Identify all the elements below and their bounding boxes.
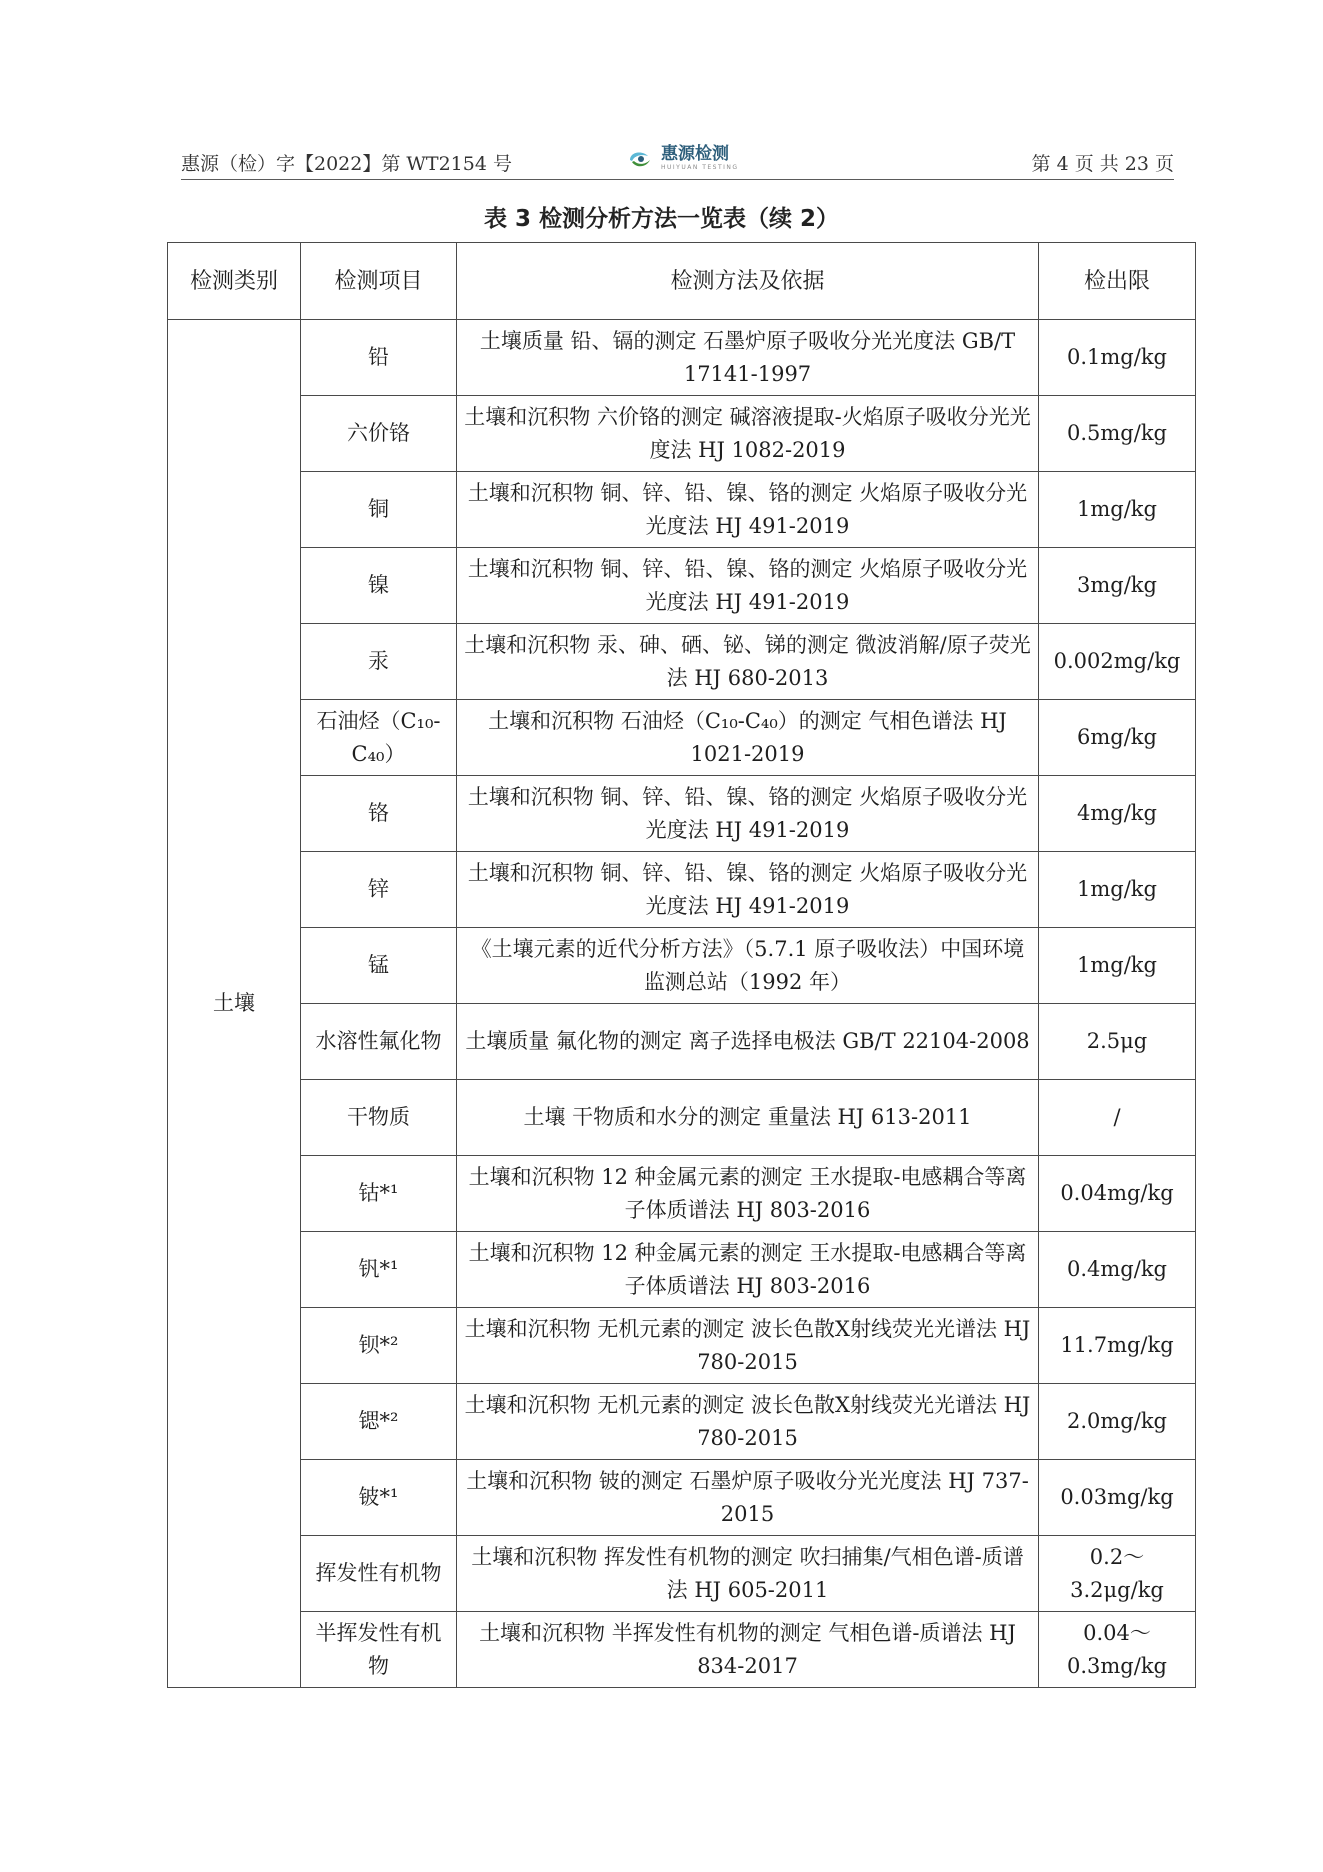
method-cell: 土壤和沉积物 12 种金属元素的测定 王水提取-电感耦合等离子体质谱法 HJ 803-2016 (457, 1232, 1039, 1308)
table-row (168, 1004, 1196, 1080)
item-cell: 锶*² (301, 1384, 457, 1460)
limit-cell: 1mg/kg (1039, 852, 1196, 928)
method-cell: 土壤和沉积物 半挥发性有机物的测定 气相色谱-质谱法 HJ 834-2017 (457, 1612, 1039, 1688)
method-cell: 土壤和沉积物 无机元素的测定 波长色散X射线荧光光谱法 HJ 780-2015 (457, 1384, 1039, 1460)
limit-cell: 1mg/kg (1039, 928, 1196, 1004)
limit-cell: 11.7mg/kg (1039, 1308, 1196, 1384)
method-cell: 土壤 干物质和水分的测定 重量法 HJ 613-2011 (457, 1080, 1039, 1156)
table-row (168, 776, 1196, 852)
item-cell: 钴*¹ (301, 1156, 457, 1232)
method-cell: 土壤和沉积物 铜、锌、铅、镍、铬的测定 火焰原子吸收分光光度法 HJ 491-2019 (457, 852, 1039, 928)
table-row (168, 624, 1196, 700)
category-cell: 土壤 (168, 320, 301, 1688)
item-cell: 挥发性有机物 (301, 1536, 457, 1612)
item-cell: 干物质 (301, 1080, 457, 1156)
page-header (181, 144, 1174, 180)
item-cell: 石油烃（C₁₀-C₄₀） (301, 700, 457, 776)
limit-cell: 0.2～3.2μg/kg (1039, 1536, 1196, 1612)
item-cell: 钒*¹ (301, 1232, 457, 1308)
method-cell: 土壤和沉积物 铜、锌、铅、镍、铬的测定 火焰原子吸收分光光度法 HJ 491-2019 (457, 548, 1039, 624)
limit-cell: 1mg/kg (1039, 472, 1196, 548)
header-category: 检测类别 (168, 243, 301, 320)
limit-cell: 0.04～0.3mg/kg (1039, 1612, 1196, 1688)
method-cell: 土壤和沉积物 12 种金属元素的测定 王水提取-电感耦合等离子体质谱法 HJ 803-2016 (457, 1156, 1039, 1232)
method-cell: 土壤和沉积物 铜、锌、铅、镍、铬的测定 火焰原子吸收分光光度法 HJ 491-2019 (457, 472, 1039, 548)
item-cell: 铬 (301, 776, 457, 852)
table-row (168, 1536, 1196, 1612)
table-header-row (168, 243, 1196, 320)
limit-cell: 3mg/kg (1039, 548, 1196, 624)
limit-cell: 0.5mg/kg (1039, 396, 1196, 472)
method-cell: 土壤和沉积物 石油烃（C₁₀-C₄₀）的测定 气相色谱法 HJ 1021-2019 (457, 700, 1039, 776)
limit-cell: 0.03mg/kg (1039, 1460, 1196, 1536)
method-cell: 土壤和沉积物 铍的测定 石墨炉原子吸收分光光度法 HJ 737-2015 (457, 1460, 1039, 1536)
company-logo (626, 146, 739, 171)
logo-mark-icon (626, 148, 654, 170)
table-row (168, 1460, 1196, 1536)
method-cell: 土壤和沉积物 无机元素的测定 波长色散X射线荧光光谱法 HJ 780-2015 (457, 1308, 1039, 1384)
item-cell: 钡*² (301, 1308, 457, 1384)
table-row (168, 928, 1196, 1004)
limit-cell: 2.5μg (1039, 1004, 1196, 1080)
table-row (168, 1308, 1196, 1384)
limit-cell: 6mg/kg (1039, 700, 1196, 776)
method-cell: 土壤和沉积物 挥发性有机物的测定 吹扫捕集/气相色谱-质谱法 HJ 605-2011 (457, 1536, 1039, 1612)
item-cell: 锰 (301, 928, 457, 1004)
item-cell: 锌 (301, 852, 457, 928)
item-cell: 水溶性氟化物 (301, 1004, 457, 1080)
logo-subtext: HUIYUAN TESTING (661, 164, 739, 171)
item-cell: 汞 (301, 624, 457, 700)
method-cell: 土壤质量 氟化物的测定 离子选择电极法 GB/T 22104-2008 (457, 1004, 1039, 1080)
limit-cell: 0.04mg/kg (1039, 1156, 1196, 1232)
table-row (168, 1080, 1196, 1156)
table-row (168, 472, 1196, 548)
item-cell: 铜 (301, 472, 457, 548)
method-cell: 土壤和沉积物 汞、砷、硒、铋、锑的测定 微波消解/原子荧光法 HJ 680-2013 (457, 624, 1039, 700)
method-cell: 土壤和沉积物 铜、锌、铅、镍、铬的测定 火焰原子吸收分光光度法 HJ 491-2019 (457, 776, 1039, 852)
limit-cell: 2.0mg/kg (1039, 1384, 1196, 1460)
table-row (168, 548, 1196, 624)
report-number: 惠源（检）字【2022】第 WT2154 号 (181, 153, 512, 175)
table-row (168, 1232, 1196, 1308)
header-limit: 检出限 (1039, 243, 1196, 320)
method-cell: 土壤和沉积物 六价铬的测定 碱溶液提取-火焰原子吸收分光光度法 HJ 1082-2019 (457, 396, 1039, 472)
method-cell: 《土壤元素的近代分析方法》（5.7.1 原子吸收法）中国环境监测总站（1992 年） (457, 928, 1039, 1004)
table-row (168, 700, 1196, 776)
table-row (168, 852, 1196, 928)
item-cell: 铅 (301, 320, 457, 396)
item-cell: 六价铬 (301, 396, 457, 472)
item-cell: 半挥发性有机物 (301, 1612, 457, 1688)
item-cell: 镍 (301, 548, 457, 624)
limit-cell: / (1039, 1080, 1196, 1156)
table-row (168, 1612, 1196, 1688)
limit-cell: 0.4mg/kg (1039, 1232, 1196, 1308)
page-number: 第 4 页 共 23 页 (1031, 153, 1174, 175)
header-item: 检测项目 (301, 243, 457, 320)
table-row (168, 320, 1196, 396)
limit-cell: 0.002mg/kg (1039, 624, 1196, 700)
header-method: 检测方法及依据 (457, 243, 1039, 320)
table-row (168, 1156, 1196, 1232)
limit-cell: 0.1mg/kg (1039, 320, 1196, 396)
table-row (168, 1384, 1196, 1460)
methods-table (167, 242, 1196, 1688)
table-row (168, 396, 1196, 472)
table-caption: 表 3 检测分析方法一览表（续 2） (483, 206, 840, 232)
logo-text: 惠源检测 (661, 144, 729, 164)
item-cell: 铍*¹ (301, 1460, 457, 1536)
table-body (168, 320, 1196, 1688)
limit-cell: 4mg/kg (1039, 776, 1196, 852)
method-cell: 土壤质量 铅、镉的测定 石墨炉原子吸收分光光度法 GB/T 17141-1997 (457, 320, 1039, 396)
